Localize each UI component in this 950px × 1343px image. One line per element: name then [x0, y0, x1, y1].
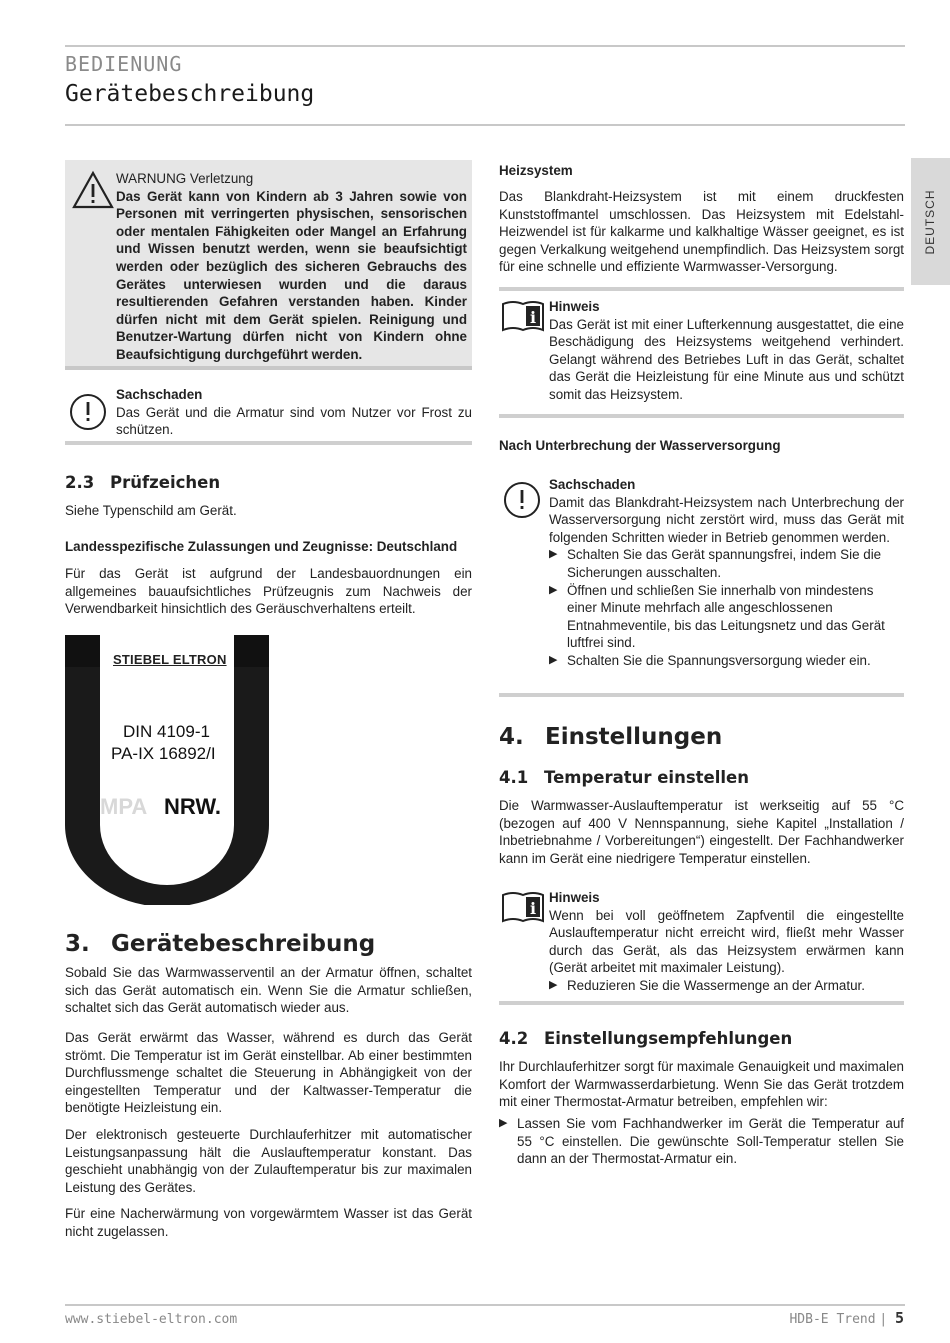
footer-right — [789, 1310, 904, 1329]
sachschaden-2-title: Sachschaden — [549, 477, 636, 492]
footer-model: HDB-E Trend — [789, 1312, 876, 1327]
approvals-text: Für das Gerät ist aufgrund der Landesbauordnungen ein allgemeines bauaufsichtliches Prüfzeugnis zum Nachweis der Verwendbarkeit hinsichtlich des Geräuschverhaltens erteilt. — [65, 566, 472, 617]
section-number: 4.2 — [499, 1029, 529, 1048]
divider — [499, 693, 904, 697]
section-title: Einstellungsempfehlungen — [544, 1029, 793, 1048]
section-3-paragraph-4: Für eine Nacherwärmung von vorgewärmtem Wasser ist das Gerät nicht zugelassen. — [65, 1206, 472, 1239]
triangle-bullet-icon: ▶ — [549, 583, 558, 596]
section-title: Temperatur einstellen — [544, 768, 749, 787]
hinweis-note-1 — [499, 298, 904, 408]
sachschaden-1-text: Das Gerät und die Armatur sind vom Nutzer vor Frost zu schützen. — [116, 404, 472, 438]
approvals-subheading: Landesspezifische Zulassungen und Zeugnisse: Deutschland — [65, 539, 458, 554]
footer-url: www.stiebel-eltron.com — [65, 1312, 238, 1327]
section-3-paragraph-3: Der elektronisch gesteuerte Durchlauferhitzer mit automatischer Leistungsanpassung hält die Auslauftemperatur konstant. Das geschieht unabhängig von der Zulauftemperatur bis zur maximalen Leistung des Gerätes. — [65, 1127, 472, 1195]
step-text: Öffnen und schließen Sie innerhalb von mindestens einer Minute mehrfach alle angeschlossenen Entnahmeventile, bis das Leitungsnetz und das Gerät luftfrei sind. — [567, 582, 885, 651]
svg-text:i: i — [529, 308, 537, 327]
info-book-icon — [501, 891, 545, 925]
step-text: Schalten Sie das Gerät spannungsfrei, indem Sie die Sicherungen ausschalten. — [567, 547, 882, 580]
info-book-icon — [501, 300, 545, 334]
divider — [65, 441, 472, 445]
page-title: Gerätebeschreibung — [65, 81, 315, 107]
section-title: Gerätebeschreibung — [111, 931, 376, 957]
section-number: 4.1 — [499, 768, 529, 787]
heizsystem-heading: Heizsystem — [499, 163, 573, 178]
divider — [499, 287, 904, 291]
step-item — [549, 977, 904, 995]
sachschaden-1-title: Sachschaden — [116, 387, 203, 402]
heizsystem-text: Das Blankdraht-Heizsystem ist mit einem druckfesten Kunststoffmantel umschlossen. Das Heizsystem mit Edelstahl-Heizwendel ist für kalkarme und kalkhaltige Wässer geeignet, es ist gegen Verkalkung weitgehend unempfindlich. Das Heizsystem sorgt für eine schnelle und effiziente Warmwasser-Versorgung. — [499, 189, 904, 275]
hinweis-2-title: Hinweis — [549, 890, 600, 905]
cert-line-1: DIN 4109-1 — [123, 722, 210, 741]
step-item — [549, 652, 904, 670]
cert-line-2: PA-IX 16892/I — [111, 744, 216, 763]
svg-text:i: i — [529, 899, 537, 918]
triangle-bullet-icon: ▶ — [549, 548, 558, 561]
cert-brand: STIEBEL ELTRON — [113, 652, 227, 667]
hinweis-1-text: Das Gerät ist mit einer Lufterkennung ausgestattet, die eine Beschädigung des Heizsystems weitgehend verhindert. Gelangt während des Betriebes Luft in das Gerät, schaltet das Gerät die Heizleistung für eine Minute aus und schützt somit das Heizsystem. — [549, 316, 904, 402]
footer-separator: | — [879, 1312, 895, 1327]
u-mark-logo — [65, 635, 270, 905]
step-item — [549, 546, 904, 581]
section-3-paragraph-2: Das Gerät erwärmt das Wasser, während es durch das Gerät strömt. Die Temperatur ist im Gerät einstellbar. Ab einer bestimmten Durchflussmenge schaltet die Steuerung in Abhängigkeit von der eingestellten Temperatur und der Kaltwasser-Temperatur die benötigte Heizleistung ein. — [65, 1030, 472, 1116]
section-4-2-heading — [499, 1028, 792, 1050]
section-number: 2.3 — [65, 473, 95, 492]
cert-nrw: NRW. — [164, 794, 222, 819]
unterbrechung-heading: Nach Unterbrechung der Wasserversorgung — [499, 438, 781, 453]
warning-text: Das Gerät kann von Kindern ab 3 Jahren sowie von Personen mit verringerten physischen, sensorischen oder mentalen Fähigkeiten oder Mangel an Erfahrung und Wissen benutzt werden, wenn sie beaufsichtigt werden oder bezüglich des sicheren Gebrauchs des Gerätes unterwiesen wurden und die daraus resultierenden Gefahren verstanden haben. Kinder dürfen nicht mit dem Gerät spielen. Reinigung und Benutzer-Wartung dürfen nicht von Kindern ohne Beaufsichtigung durchgeführt werden. — [116, 188, 467, 362]
divider — [499, 414, 904, 418]
section-number: 4. — [499, 724, 524, 750]
warning-title: WARNUNG Verletzung — [116, 171, 254, 186]
section-3-heading — [65, 930, 375, 958]
warning-box — [65, 160, 472, 370]
section-4-1-heading — [499, 767, 749, 789]
header-bottom-rule — [65, 124, 905, 126]
step-item — [549, 582, 904, 652]
language-tab-label: DEUTSCH — [922, 188, 937, 255]
step-text: Lassen Sie vom Fachhandwerker im Gerät die Temperatur auf 55 °C einstellen. Die gewünschte Soll-Temperatur stellen Sie dann an der Thermostat-Armatur ein. — [517, 1116, 904, 1167]
section-4-heading — [499, 723, 722, 751]
sachschaden-2-text: Damit das Blankdraht-Heizsystem nach Unterbrechung der Wasserversorgung nicht zerstört wird, muss das Gerät mit folgenden Schritten wieder in Betrieb genommen werden. — [549, 494, 904, 545]
exclamation-circle-icon — [68, 392, 108, 432]
warning-triangle-icon — [71, 170, 115, 210]
hinweis-note-2 — [499, 889, 904, 1001]
page-number: 5 — [894, 1309, 904, 1327]
section-title: Prüfzeichen — [110, 473, 221, 492]
step-text: Reduzieren Sie die Wassermenge an der Armatur. — [567, 977, 865, 993]
section-label: BEDIENUNG — [65, 52, 183, 76]
section-4-2-text: Ihr Durchlauferhitzer sorgt für maximale Genauigkeit und maximalen Komfort der Warmwasserdarbietung. Wenn Sie das Gerät trotzdem mit einer Thermostat-Armatur betreiben, empfehlen wir: — [499, 1059, 904, 1110]
sachschaden-note-1 — [65, 386, 472, 446]
hinweis-1-title: Hinweis — [549, 299, 600, 314]
divider — [499, 1001, 904, 1005]
section-number: 3. — [65, 931, 90, 957]
hinweis-2-text: Wenn bei voll geöffnetem Zapfventil die eingestellte Auslauftemperatur nicht erreicht wird, fließt mehr Wasser durch das Gerät, als das Heizsystem erwärmen kann (Gerät arbeitet mit maximaler Leistung). — [549, 907, 904, 976]
language-tab — [911, 158, 950, 285]
triangle-bullet-icon: ▶ — [549, 653, 558, 666]
triangle-bullet-icon: ▶ — [499, 1117, 508, 1129]
exclamation-circle-icon — [502, 480, 542, 520]
step-text: Schalten Sie die Spannungsversorgung wieder ein. — [567, 652, 871, 668]
section-title: Einstellungen — [545, 724, 723, 750]
section-3-paragraph-1: Sobald Sie das Warmwasserventil an der Armatur öffnen, schaltet sich das Gerät automatisch ein. Wenn Sie die Armatur schließen, schaltet sich das Gerät automatisch wieder aus. — [65, 965, 472, 1016]
footer-rule — [65, 1304, 905, 1306]
section-2-3-heading — [65, 472, 220, 494]
cert-mpa: MPA — [100, 794, 148, 819]
sachschaden-note-2 — [499, 476, 904, 691]
step-item — [499, 1115, 904, 1168]
section-2-3-text: Siehe Typenschild am Gerät. — [65, 503, 237, 518]
triangle-bullet-icon: ▶ — [549, 978, 558, 991]
section-4-1-text: Die Warmwasser-Auslauftemperatur ist werkseitig auf 55 °C (bezogen auf 400 V Nennspannung, siehe Kapitel „Installation / Inbetriebnahme / Vorbereitungen“) eingestellt. Der Fachhandwerker kann im Gerät eine niedrigere Temperatur einstellen. — [499, 798, 904, 866]
certification-mark — [65, 635, 270, 905]
header-top-rule — [65, 45, 905, 47]
